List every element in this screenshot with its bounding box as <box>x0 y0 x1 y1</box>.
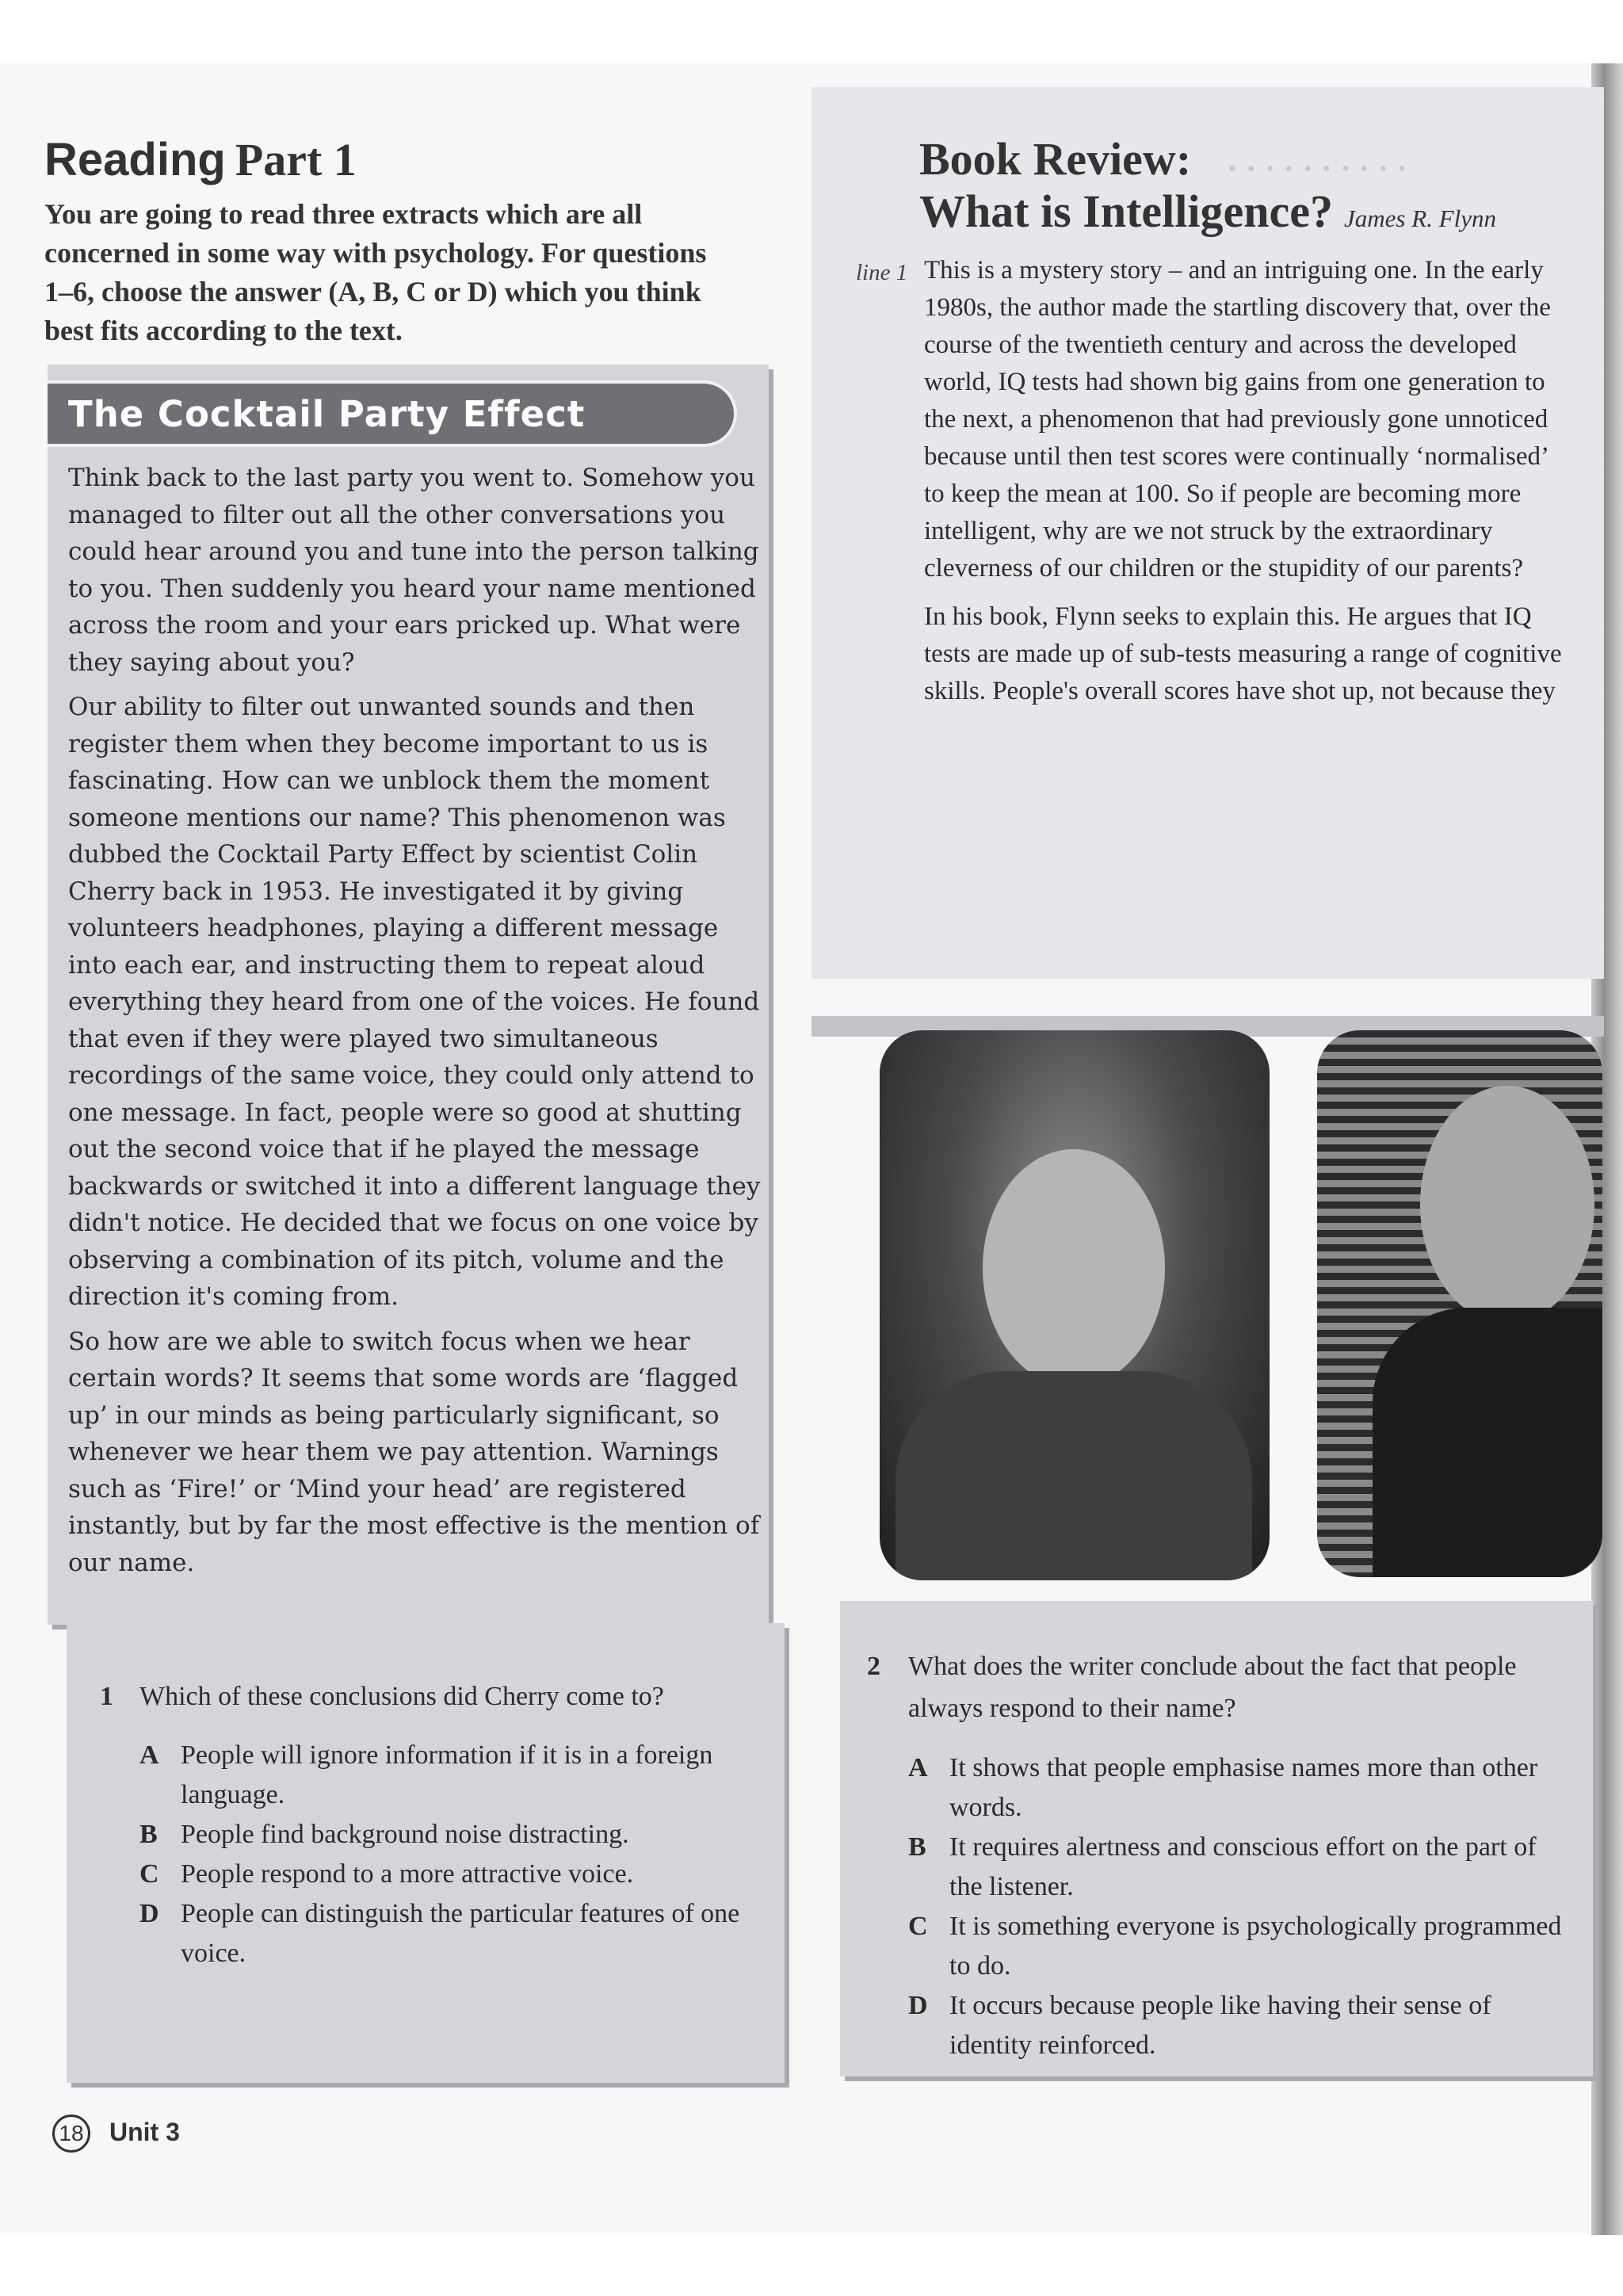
option[interactable] <box>908 1748 1574 1828</box>
option-text: It occurs because people like having their sense of identity reinforced. <box>949 1991 1491 2060</box>
option-text: People can distinguish the particular features of one voice. <box>181 1899 740 1968</box>
question-text: What does the writer conclude about the fact that people always respond to their name? <box>908 1652 1517 1723</box>
option-letter: B <box>908 1832 926 1862</box>
left-paragraph: So how are we able to switch focus when we hear certain words? It seems that some words are ‘flagged up’ in our minds as being particularly significant, so whenever we hear them we pay attention. Warnings such as ‘Fire!’ or ‘Mind your head’ are registered instantly, but by far the most effective is the mention of our name. <box>68 1327 760 1577</box>
review-title <box>919 133 1496 245</box>
question-1-options <box>139 1736 766 1973</box>
option-text: People respond to a more attractive voice. <box>181 1859 634 1889</box>
review-author: James R. Flynn <box>1343 204 1496 232</box>
bottom-margin <box>0 2233 1623 2296</box>
photo-body <box>1373 1308 1602 1577</box>
option-text: It is something everyone is psychologically programmed to do. <box>949 1912 1562 1981</box>
question-text: Which of these conclusions did Cherry come to? <box>139 1682 664 1711</box>
section-title-main: Reading <box>44 134 226 185</box>
photo-man-suit <box>1317 1030 1602 1577</box>
review-title-line1: Book Review: <box>919 133 1192 185</box>
left-article-body <box>68 460 766 1589</box>
instructions: You are going to read three extracts which are all concerned in some way with psychology. For questions 1–6, choose the answer (A, B, C or D) which you think best fits according to the text. <box>44 198 707 346</box>
option-letter: C <box>139 1859 159 1889</box>
option[interactable] <box>908 1828 1574 1907</box>
photo-body <box>896 1371 1252 1580</box>
option-text: It requires alertness and conscious effort on the part of the listener. <box>949 1832 1537 1901</box>
option[interactable] <box>139 1855 766 1894</box>
photo-face <box>983 1149 1165 1387</box>
right-article-body <box>924 252 1566 721</box>
option[interactable] <box>139 1894 766 1973</box>
section-title-part: Part 1 <box>235 134 357 185</box>
section-title <box>44 133 357 186</box>
option-letter: D <box>139 1899 159 1928</box>
left-article-title: The Cocktail Party Effect <box>48 380 737 447</box>
right-paragraph: This is a mystery story – and an intriguing one. In the early 1980s, the author made the startling discovery that, over the course of the twentieth century and across the developed world, IQ tests had shown big gains from one generation to the next, a phenomenon that had previously gone unnoticed because until then test scores were continually ‘normalised’ to keep the mean at 100. So if people are becoming more intelligent, why are we not struck by the extraordinary cleverness of our children or the stupidity of our parents? <box>924 256 1551 583</box>
left-paragraph: Our ability to filter out unwanted sounds and then register them when they become important to us is fascinating. How can we unblock them the moment someone mentions our name? This phenomenon was dubbed the Cocktail Party Effect by scientist Colin Cherry back in 1953. He investigated it by giving volunteers headphones, playing a different message into each ear, and instructing them to repeat aloud everything they heard from one of the voices. He found that even if they were played two simultaneous recordings of the same voice, they could only attend to one message. In fact, people were so good at shutting out the second voice that if he played the message backwards or switched it into a different language they didn't notice. He decided that we focus on one voice by observing a combination of its pitch, volume and the direction it's coming from. <box>68 693 761 1311</box>
option[interactable] <box>139 1815 766 1855</box>
photo-face <box>1420 1086 1594 1324</box>
option-letter: B <box>139 1820 158 1849</box>
option-text: People will ignore information if it is in a foreign language. <box>181 1740 713 1809</box>
option[interactable] <box>908 1986 1574 2065</box>
question-number: 1 <box>100 1682 113 1711</box>
option-text: It shows that people emphasise names more than other words. <box>949 1753 1538 1822</box>
question-2-options <box>908 1748 1574 2065</box>
option[interactable] <box>908 1907 1574 1986</box>
decorative-dots: •••••••••• <box>1228 157 1418 181</box>
question-number: 2 <box>867 1652 880 1681</box>
top-margin <box>0 0 1623 63</box>
page-number: 18 <box>52 2115 90 2153</box>
option-letter: A <box>139 1740 159 1770</box>
review-title-line2: What is Intelligence? <box>919 185 1333 237</box>
option-letter: C <box>908 1912 928 1941</box>
right-paragraph: In his book, Flynn seeks to explain this. He argues that IQ tests are made up of sub-tests measuring a range of cognitive skills. People's overall scores have shot up, not because they <box>924 602 1562 705</box>
photo-man-mustache <box>880 1030 1270 1580</box>
line-marker: line 1 <box>856 260 908 285</box>
option-letter: A <box>908 1753 928 1782</box>
option[interactable] <box>139 1736 766 1815</box>
left-paragraph: Think back to the last party you went to. Somehow you managed to filter out all the other conversations you could hear around you and tune into the person talking to you. Then suddenly you heard your name mentioned across the room and your ears pricked up. What were they saying about you? <box>68 464 759 677</box>
option-letter: D <box>908 1991 928 2020</box>
unit-label: Unit 3 <box>109 2118 180 2146</box>
option-text: People find background noise distracting. <box>181 1820 629 1849</box>
